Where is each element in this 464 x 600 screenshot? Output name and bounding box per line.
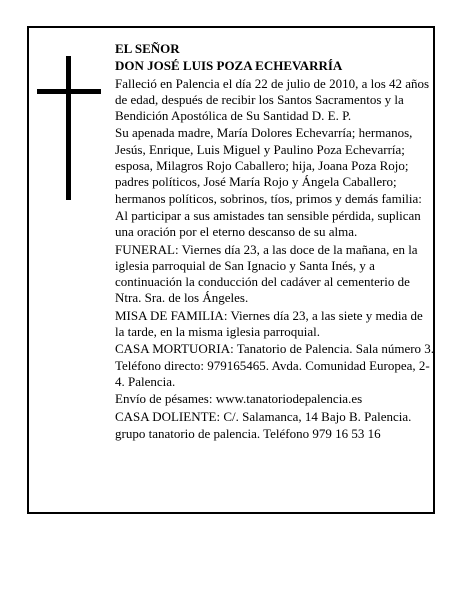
prayer-request: Al participar a sus amistades tan sensible pérdida, suplican una oración por el eterno descanso de su alma. bbox=[115, 207, 421, 240]
funeral-home-info: CASA MORTUORIA: Tanatorio de Palencia. Sala número 3. Teléfono directo: 979165465. Avda. Comunidad Europea, 2-4. Palencia. bbox=[115, 341, 435, 389]
mourning-home-info: CASA DOLIENTE: C/. Salamanca, 14 Bajo B. Palencia. bbox=[115, 408, 412, 424]
footer-contact: grupo tanatorio de palencia. Teléfono 979 16 53 16 bbox=[115, 425, 381, 441]
family-mass-info: MISA DE FAMILIA: Viernes día 23, a las siete y media de la tarde, en la misma iglesia parroquial. bbox=[115, 307, 423, 340]
latin-cross-icon bbox=[37, 56, 101, 200]
deceased-name: DON JOSÉ LUIS POZA ECHEVARRÍA bbox=[115, 58, 343, 74]
heading-title: EL SEÑOR bbox=[115, 41, 180, 56]
death-details: Falleció en Palencia el día 22 de julio de 2010, a los 42 años de edad, después de recibir los Santos Sacramentos y la Bendición Apostólica de Su Santidad D. E. P. bbox=[115, 75, 430, 124]
funeral-info: FUNERAL: Viernes día 23, a las doce de la mañana, en la iglesia parroquial de San Ignacio y Santa Inés, y a continuación la conducción del cadáver al cementerio de Ntra. Sra. de los Ángeles. bbox=[115, 241, 418, 306]
obituary-notice bbox=[27, 26, 435, 514]
cross-horizontal-bar bbox=[37, 89, 101, 94]
notice-text bbox=[115, 41, 435, 443]
family-list: Su apenada madre, María Dolores Echevarría; hermanos, Jesús, Enrique, Luis Miguel y Paulino Poza Echevarría; esposa, Milagros Rojo Caballero; hija, Joana Poza Rojo; padres políticos, José María Rojo y Ángela Caballero; hermanos políticos, sobrinos, tíos, primos y demás familia: bbox=[115, 125, 422, 206]
cross-vertical-bar bbox=[66, 56, 71, 200]
condolences-info: Envío de pésames: www.tanatoriodepalencia.es bbox=[115, 391, 363, 407]
